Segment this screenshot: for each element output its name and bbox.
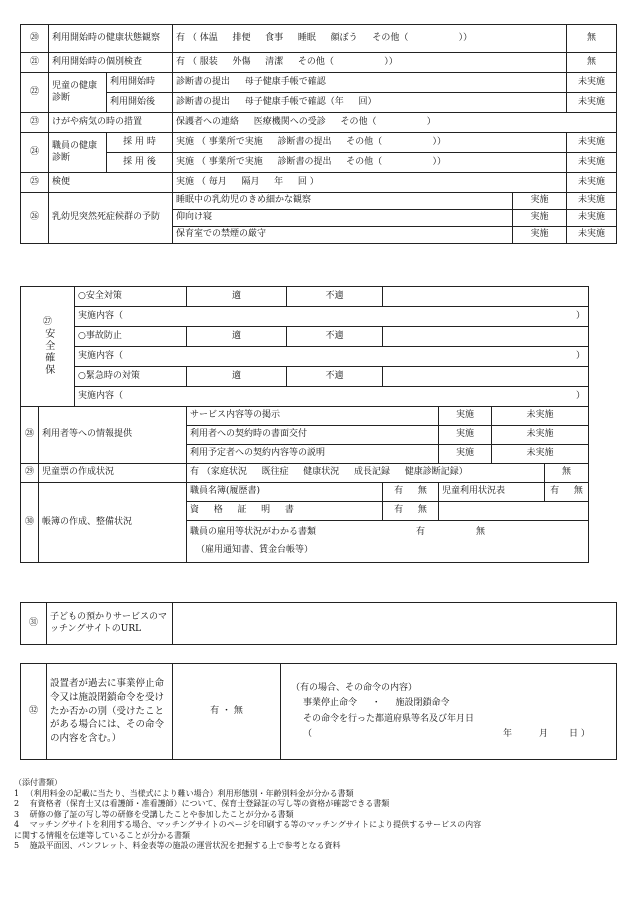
row-30a (21, 483, 589, 502)
row-24a (21, 133, 617, 153)
employ-note: （雇用通知書、賃金台帳等） (196, 544, 314, 555)
row-26a (21, 193, 617, 210)
item-no: 未実施 (567, 210, 617, 227)
safety-table (20, 286, 589, 563)
item-ng: 不適 (287, 367, 383, 387)
item-text: 仰向け寝 (173, 210, 513, 227)
cert-label: 資 格 証 明 書 (187, 502, 383, 521)
row-number: ㉑ (21, 53, 49, 73)
row-label: 帳簿の作成、整備状況 (39, 483, 187, 563)
row-none: 未実施 (567, 133, 617, 153)
item-title: ○安全対策 (75, 287, 187, 307)
choice-value: 有 ・ 無 (173, 664, 281, 760)
row-29 (21, 464, 589, 483)
item-detail: 実施内容（ (78, 350, 124, 361)
row-25 (21, 173, 617, 193)
item-no: 未実施 (492, 407, 589, 426)
item-text: 利用者への契約時の書面交付 (187, 426, 439, 445)
item-no: 未実施 (492, 445, 589, 464)
row-20 (21, 25, 617, 53)
row-28a (21, 407, 589, 426)
row-number: ㉖ (21, 193, 49, 244)
row-none: 未実施 (567, 73, 617, 93)
row-24b (21, 153, 617, 173)
row-none: 未実施 (567, 93, 617, 113)
row-label: 設置者が過去に事業停止命令又は施設閉鎖命令を受けたか否かの別（受けたことがある場合には、その命令の内容を含む。） (47, 664, 173, 760)
row-27-detail2 (21, 347, 589, 367)
row-27-detail1 (21, 307, 589, 327)
attachments-title: （添付書類） (14, 778, 62, 787)
row-22b (21, 93, 617, 113)
row-label: けがや病気の時の措置 (49, 113, 173, 133)
row-none: 無 (567, 53, 617, 73)
cert-value: 有 無 (383, 502, 439, 521)
attachment-item: 2 有資格者（保育士又は看護師・准看護師）について、保育士登録証の写し等の資格が確認できる書類 (14, 799, 390, 809)
date-month: 月 (539, 728, 549, 739)
attachment-item: 5 施設平面図、パンフレット、料金表等の施設の運営状況を把握する上で参考となる資料 (14, 841, 341, 851)
row-content: 診断書の提出 母子健康手帳で確認（年 回） (173, 93, 567, 113)
item-detail: 実施内容（ (78, 310, 124, 321)
item-text: 利用予定者への契約内容等の説明 (187, 445, 439, 464)
item-ok: 適 (187, 327, 287, 347)
item-ng: 不適 (287, 287, 383, 307)
staff-list-value: 有 無 (383, 483, 439, 502)
row-none: 未実施 (567, 153, 617, 173)
row-content: 実施 （ 事業所で実施 診断書の提出 その他（ ）） (173, 153, 567, 173)
row-content: 有 （ 服装 外傷 清潔 その他（ ）） (173, 53, 567, 73)
item-text: 睡眠中の乳幼児のきめ細かな観察 (173, 193, 513, 210)
row-sublabel: 採 用 後 (107, 153, 173, 173)
child-list-value: 有 無 (545, 483, 589, 502)
item-no: 未実施 (567, 193, 617, 210)
item-close: ） (575, 390, 585, 401)
row-content: 有 （ 体温 排便 食事 睡眠 顔ぼう その他（ ）） (173, 25, 567, 53)
attachments (14, 778, 624, 852)
detail-line3: その命令を行った都道府県等名及び年月日 (303, 713, 475, 724)
row-27-item1 (21, 287, 589, 307)
row-number: ㉚ (21, 483, 39, 563)
date-open: （ (303, 728, 313, 739)
item-detail: 実施内容（ (78, 390, 124, 401)
blank-cell (383, 287, 589, 307)
child-list-label: 児童利用状況表 (439, 483, 545, 502)
attachment-item: 4 マッチングサイトを利用する場合、マッチングサイトのページを印刷する等のマッチングサイトにより提供するサービスの内容 (14, 820, 482, 830)
health-table (20, 24, 617, 244)
date-year: 年 (503, 728, 513, 739)
employ-cell (187, 521, 589, 563)
employ-no: 無 (476, 527, 486, 538)
detail-line1: （有の場合、その命令の内容） (291, 682, 418, 693)
item-no: 未実施 (492, 426, 589, 445)
item-ok: 適 (187, 367, 287, 387)
row-sublabel: 利用開始後 (107, 93, 173, 113)
row-none: 無 (545, 464, 589, 483)
row-content: 有 （家庭状況 既往症 健康状況 成長記録 健康診断記録） (187, 464, 545, 483)
row-27-detail3 (21, 387, 589, 407)
row-number: ㉕ (21, 173, 49, 193)
row-content: 診断書の提出 母子健康手帳で確認 (173, 73, 567, 93)
row-27-item3 (21, 367, 589, 387)
row-label: 児童の健康診断 (49, 73, 107, 113)
row-label: 利用開始時の健康状態観察 (49, 25, 173, 53)
row-sublabel: 採 用 時 (107, 133, 173, 153)
row-label: 職員の健康診断 (49, 133, 107, 173)
row-content: 実施 （ 毎月 隔月 年 回 ） (173, 173, 567, 193)
blank-cell (383, 367, 589, 387)
url-field[interactable] (173, 603, 617, 645)
item-title: ○緊急時の対策 (75, 367, 187, 387)
row-number: ㉛ (21, 603, 47, 645)
item-close: ） (575, 350, 585, 361)
row-23 (21, 113, 617, 133)
row-none: 無 (567, 25, 617, 53)
row-label: 利用開始時の個別検査 (49, 53, 173, 73)
employ-yes: 有 (416, 527, 426, 538)
item-yes: 実施 (439, 445, 492, 464)
matching-site-table (20, 602, 617, 645)
row-32 (21, 664, 617, 760)
item-close: ） (575, 310, 585, 321)
item-text: サービス内容等の掲示 (187, 407, 439, 426)
item-no: 未実施 (567, 227, 617, 244)
employ-label: 職員の雇用等状況がわかる書類 (190, 527, 317, 538)
row-number: ㉒ (21, 73, 49, 113)
item-yes: 実施 (439, 426, 492, 445)
row-label: 子どもの預かりサービスのマッチングサイトのURL (47, 603, 173, 645)
row-number: ⑳ (21, 25, 49, 53)
item-text: 保育室での禁煙の厳守 (173, 227, 513, 244)
item-yes: 実施 (513, 210, 567, 227)
row-label: 検便 (49, 173, 173, 193)
item-yes: 実施 (439, 407, 492, 426)
row-sublabel: 利用開始時 (107, 73, 173, 93)
attachment-item: 1 （利用料金の記載に当たり、当様式により難い場合）利用形態別・年齢別料金が分かる書類 (14, 788, 354, 798)
row-label: 児童票の作成状況 (39, 464, 187, 483)
detail-line2: 事業停止命令 ・ 施設閉鎖命令 (303, 698, 450, 709)
row-number: ㉘ (21, 407, 39, 464)
row-31 (21, 603, 617, 645)
row-label: 乳幼児突然死症候群の予防 (49, 193, 173, 244)
row-label: 安全確保 (42, 328, 54, 377)
row-number: ㉜ (21, 664, 47, 760)
item-ok: 適 (187, 287, 287, 307)
item-title: ○事故防止 (75, 327, 187, 347)
row-number: ㉔ (21, 133, 49, 173)
item-yes: 実施 (513, 193, 567, 210)
row-number: ㉗ (42, 316, 52, 327)
item-yes: 実施 (513, 227, 567, 244)
blank-cell (439, 502, 589, 521)
attachment-item: 3 研修の修了証の写し等の研修を受講したことや参加したことが分かる書類 (14, 809, 294, 819)
row-22a (21, 73, 617, 93)
row-content: 実施 （ 事業所で実施 診断書の提出 その他（ ）） (173, 133, 567, 153)
attachment-item: に関する情報を伝達等していることが分かる書類 (14, 830, 190, 840)
blank-cell (383, 327, 589, 347)
row-27-label-cell (21, 287, 75, 407)
staff-list-label: 職員名簿(履歴書) (187, 483, 383, 502)
row-content: 保護者への連絡 医療機関への受診 その他（ ） (173, 113, 617, 133)
row-27-item2 (21, 327, 589, 347)
order-history-table (20, 663, 617, 760)
row-label: 利用者等への情報提供 (39, 407, 187, 464)
row-number: ㉙ (21, 464, 39, 483)
row-number: ㉓ (21, 113, 49, 133)
date-day: 日 ） (569, 728, 590, 739)
row-none: 未実施 (567, 173, 617, 193)
item-ng: 不適 (287, 327, 383, 347)
row-21 (21, 53, 617, 73)
